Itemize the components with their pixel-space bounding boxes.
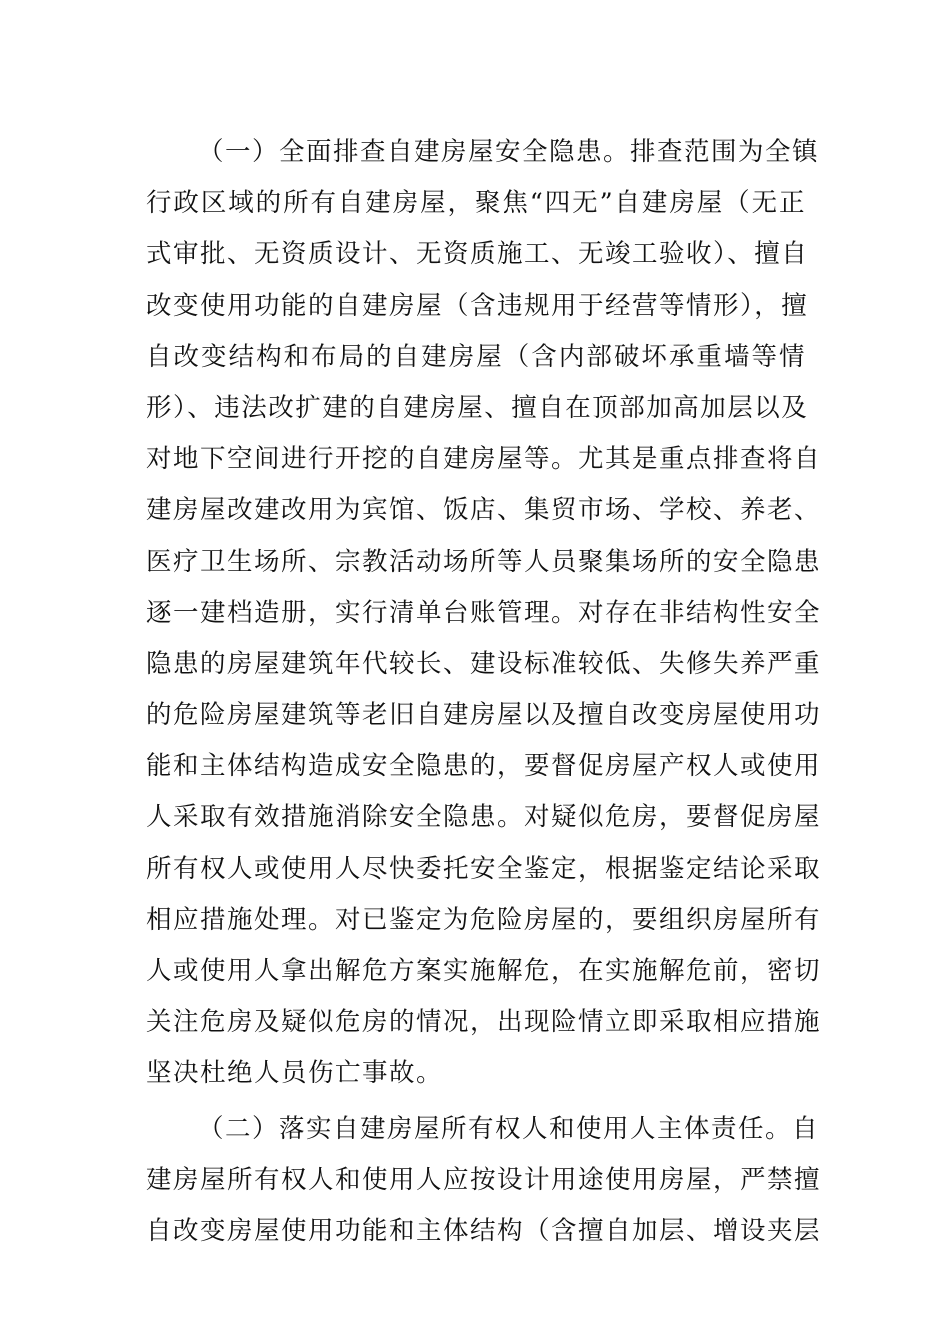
paragraph-1-line-7: 对地下空间进行开挖的自建房屋等。尤其是重点排查将自: [146, 444, 822, 475]
paragraph-1-line-15: 所有权人或使用人尽快委托安全鉴定，根据鉴定结论采取: [146, 853, 822, 884]
paragraph-1-line-14: 人采取有效措施消除安全隐患。对疑似危房，要督促房屋: [146, 802, 822, 833]
paragraph-1-line-6: 形）、违法改扩建的自建房屋、擅自在顶部加高加层以及: [146, 392, 809, 423]
paragraph-1-line-19: 坚决杜绝人员伤亡事故。: [146, 1058, 444, 1089]
paragraph-1-line-12: 的危险房屋建筑等老旧自建房屋以及擅自改变房屋使用功: [146, 700, 822, 731]
paragraph-1-line-3: 式审批、无资质设计、无资质施工、无竣工验收）、擅自: [146, 239, 809, 270]
body-text: [146, 127, 822, 1257]
paragraph-1-line-18: 关注危房及疑似危房的情况，出现险情立即采取相应措施: [146, 1007, 822, 1038]
paragraph-1-line-1: （一）全面排查自建房屋安全隐患。排查范围为全镇: [198, 137, 820, 167]
paragraph-2: [146, 1104, 822, 1258]
paragraph-1-line-16: 相应措施处理。对已鉴定为危险房屋的，要组织房屋所有: [146, 904, 822, 935]
paragraph-2-line-2: 建房屋所有权人和使用人应按设计用途使用房屋，严禁擅: [146, 1164, 822, 1195]
paragraph-1: [146, 127, 822, 1100]
paragraph-1-line-9: 医疗卫生场所、宗教活动场所等人员聚集场所的安全隐患: [146, 546, 822, 577]
paragraph-2-line-1: （二）落实自建房屋所有权人和使用人主体责任。自: [198, 1113, 820, 1144]
paragraph-1-line-17: 人或使用人拿出解危方案实施解危，在实施解危前，密切: [146, 956, 822, 986]
paragraph-1-line-11: 隐患的房屋建筑年代较长、建设标准较低、失修失养严重: [146, 648, 822, 679]
paragraph-1-line-8: 建房屋改建改用为宾馆、饭店、集贸市场、学校、养老、: [146, 495, 822, 526]
paragraph-1-line-4: 改变使用功能的自建房屋（含违规用于经营等情形），擅: [146, 290, 809, 321]
paragraph-1-line-13: 能和主体结构造成安全隐患的，要督促房屋产权人或使用: [146, 751, 822, 782]
paragraph-1-line-5: 自改变结构和布局的自建房屋（含内部破坏承重墙等情: [146, 341, 806, 372]
paragraph-1-line-2: 行政区域的所有自建房屋，聚焦“四无”自建房屋（无正: [146, 188, 806, 219]
paragraph-1-line-10: 逐一建档造册，实行清单台账管理。对存在非结构性安全: [146, 597, 822, 628]
paragraph-2-line-3: 自改变房屋使用功能和主体结构（含擅自加层、增设夹层: [146, 1215, 822, 1246]
